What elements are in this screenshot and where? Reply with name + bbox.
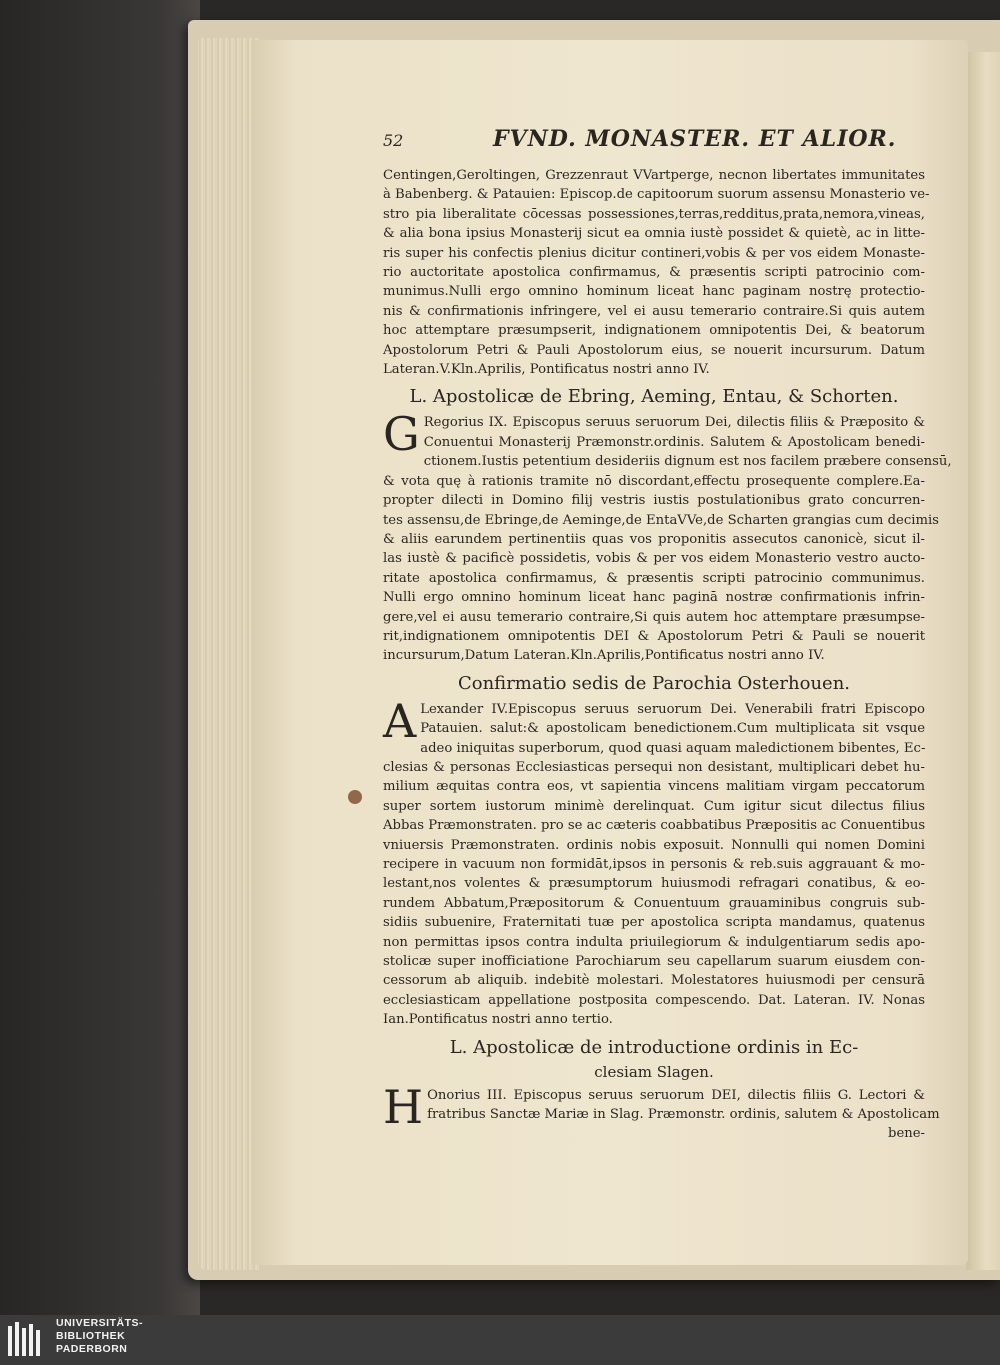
text-line: stolicæ super inofficiatione Parochiarum seu capellarum suarum eiusdem con- [383, 954, 925, 970]
text-line: ecclesiasticam appellatione postposita compescendo. Dat. Lateran. IV. Nonas [383, 992, 925, 1008]
text-line: Lateran.V.Kln.Aprilis, Pontificatus nostri anno IV. [383, 362, 710, 378]
text-line: Ian.Pontificatus nostri anno tertio. [383, 1012, 613, 1028]
text-line: milium æquitas contra eos, vt sapientia vincens malitiam virgam peccatorum [383, 779, 925, 795]
logo-line: UNIVERSITÄTS- [56, 1317, 144, 1329]
text-line: rio auctoritate apostolica confirmamus, & præsentis scripti patrocinio com- [383, 265, 925, 281]
text-line: lestant,nos volentes & præsumptorum huiusmodi refragari conatibus, & eo- [383, 876, 925, 892]
library-footer [0, 1315, 1000, 1365]
section-ebring [383, 407, 952, 665]
text-line: & vota quę à rationis tramite nō discordant,effectu prosequente complere.Ea- [383, 473, 925, 489]
text-line: non permittas ipsos contra indulta priuilegiorum & indulgentiarum sedis apo- [383, 934, 925, 950]
page-edges [198, 38, 260, 1270]
text-line: stro pia liberalitate cōcessas possessiones,terras,redditus,prata,nemora,vineas, [383, 206, 925, 222]
section-heading: Confirmatio sedis de Parochia Osterhouen. [457, 672, 851, 694]
text-line: fratribus Sanctæ Mariæ in Slag. Præmonstr. ordinis, salutem & Apostolicam [427, 1107, 940, 1123]
logo-line: BIBLIOTHEK [56, 1330, 126, 1342]
catchword: bene- [888, 1126, 925, 1142]
text-line: Onorius III. Episcopus seruus seruorum DEI, dilectis filiis G. Lectori & [427, 1087, 925, 1103]
running-title: FVND. MONASTER. ET ALIOR. [493, 126, 897, 152]
text-line: Regorius IX. Episcopus seruus seruorum Dei, dilectis filiis & Præposito & [423, 415, 925, 431]
text-line: adeo iniquitas superborum, quod quasi aquam maledictionem bibentes, Ec- [420, 740, 926, 756]
facing-page-edge [966, 52, 1000, 1270]
page-text [383, 126, 952, 1144]
text-line: hoc attemptare præsumpserit, indignationem omnipotentis Dei, & beatorum [383, 323, 925, 339]
text-line: Centingen,Geroltingen, Grezzenraut VVartperge, necnon libertates immunitates [383, 168, 925, 183]
ink-stain [348, 790, 362, 804]
text-line: rundem Abbatum,Præpositorum & Conuentuum grauaminibus congruis sub- [383, 895, 925, 911]
text-line: propter dilecti in Domino filij vestris iustis postulationibus grato concurren- [383, 493, 925, 509]
text-line: Patauien. salut:& apostolicam benedictionem.Cum multiplicata sit vsque [420, 721, 925, 737]
text-line: munimus.Nulli ergo omnino hominum liceat hanc paginam nostrę protectio- [383, 284, 925, 300]
text-line: sidiis subuenire, Fraternitati tuæ per apostolica scripta mandamus, quatenus [383, 915, 925, 931]
section-continuation [383, 166, 930, 379]
text-line: Apostolorum Petri & Pauli Apostolorum eius, se nouerit incursurum. Datum [383, 342, 925, 358]
text-line: gere,vel ei ausu temerario contraire,Si quis autem hoc attemptare præsumpse- [383, 609, 925, 625]
text-line: ris super his confectis plenius dicitur contineri,vobis & per vos eidem Monaste- [383, 245, 925, 261]
text-line: las iustè & pacificè possidetis, vobis & per vos eidem Monasterio vestro aucto- [383, 551, 925, 567]
library-logo-icon [6, 1320, 46, 1360]
text-line: incursurum,Datum Lateran.Kln.Aprilis,Pontificatus nostri anno IV. [383, 648, 825, 664]
section-heading: L. Apostolicæ de introductione ordinis in Ec- [449, 1036, 859, 1058]
text-line: rit,indignationem omnipotentis DEI & Apostolorum Petri & Pauli se nouerit [383, 628, 925, 644]
text-line: Conuentui Monasterij Præmonstr.ordinis. Salutem & Apostolicam benedi- [423, 434, 925, 450]
drop-cap: H [383, 1079, 424, 1134]
logo-line: PADERBORN [56, 1343, 128, 1355]
text-line: super sortem iustorum minimè derelinquat. Cum igitur sicut dilectus filius [383, 798, 925, 814]
text-line: & aliis earundem pertinentiis quas vos proponitis assecutos canonicè, sicut il- [383, 531, 925, 547]
text-line: ritate apostolica confirmamus, & præsentis scripti patrocinio communimus. [383, 570, 925, 586]
text-line: & alia bona ipsius Monasterij sicut ea omnia iustè possidet & quietè, ac in litte- [383, 226, 925, 242]
section-osterhouen [383, 693, 926, 1030]
text-line: à Babenberg. & Patauien: Episcop.de capitoorum suorum assensu Monasterio ve- [383, 187, 930, 203]
text-line: tes assensu,de Ebringe,de Aeminge,de EntaVVe,de Scharten grangias cum decimis [383, 512, 939, 528]
drop-cap: G [383, 407, 420, 462]
page-header [383, 126, 925, 164]
text-line: vniuersis Præmonstraten. ordinis nobis exposuit. Nonnulli qui nomen Domini [383, 837, 925, 853]
text-line: Nulli ergo omnino hominum liceat hanc paginā nostræ confirmationis infrin- [383, 590, 925, 606]
section-heading-continued: clesiam Slagen. [594, 1062, 714, 1081]
text-line: cessorum ab aliquib. indebitè molestari. Molestatores huiusmodi per censurā [383, 973, 925, 989]
library-logo-text [56, 1317, 143, 1356]
text-line: recipere in vacuum non formidāt,ipsos in personis & reb.suis aggrauant & mo- [383, 857, 925, 872]
page-number: 52 [383, 131, 404, 150]
drop-cap: A [383, 693, 417, 748]
section-slagen [383, 1079, 940, 1144]
text-line: Lexander IV.Episcopus seruus seruorum Dei. Venerabili fratri Episcopo [420, 701, 925, 717]
text-line: Abbas Præmonstraten. pro se ac cæteris coabbatibus Præpositis ac Conuentibus [383, 818, 926, 834]
section-heading: L. Apostolicæ de Ebring, Aeming, Entau, & Schorten. [409, 386, 899, 408]
text-line: ctionem.Iustis petentium desideriis dignum est nos facilem præbere consensū, [423, 454, 952, 470]
background [0, 0, 200, 1315]
text-line: nis & confirmationis infringere, vel ei ausu temerario contraire.Si quis autem [383, 303, 925, 319]
text-line: clesias & personas Ecclesiasticas persequi non desistant, multiplicari debet hu- [383, 759, 925, 775]
